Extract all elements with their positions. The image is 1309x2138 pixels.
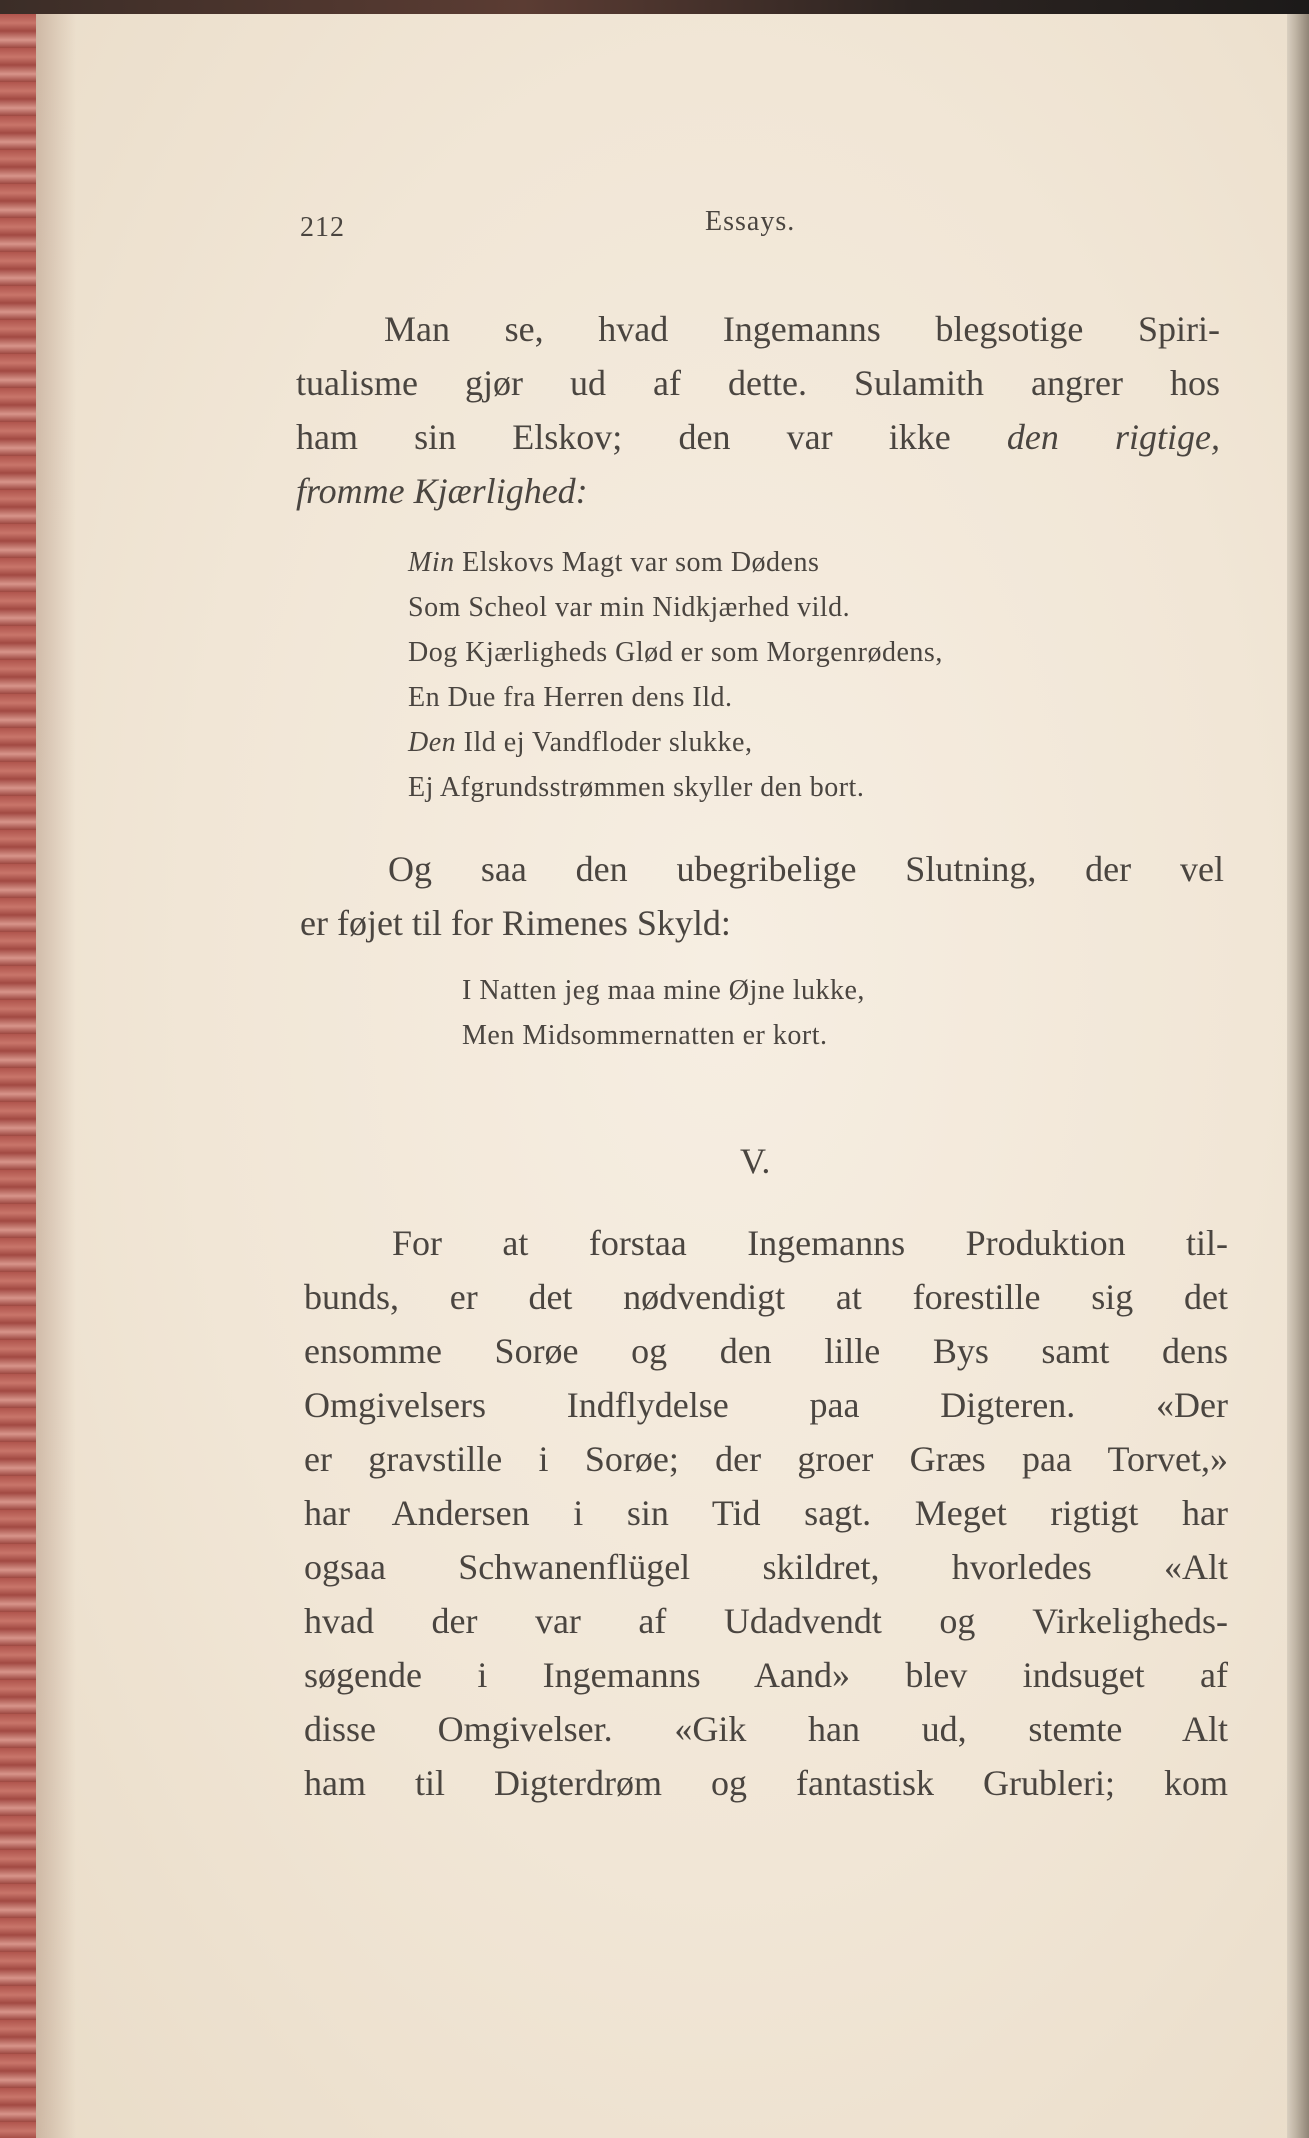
verse-line: I Natten jeg maa mine Øjne lukke,: [462, 975, 865, 1006]
text-line: Og saa den ubegribelige Slutning, der vel: [388, 849, 1224, 889]
text-line: Man se, hvad Ingemanns blegsotige Spiri-: [384, 309, 1220, 349]
text-line: ogsaa Schwanenflügel skildret, hvorledes «Alt: [304, 1547, 1228, 1587]
section-heading: V.: [740, 1141, 771, 1181]
paragraph-conclusion-remark: [300, 842, 1224, 950]
text-line: [296, 410, 1220, 464]
text-line: er føjet til for Rimenes Skyld:: [300, 903, 731, 943]
text-line: Omgivelsers Indflydelse paa Digteren. «Der: [304, 1385, 1228, 1425]
italic-text: fromme Kjærlighed:: [296, 471, 588, 511]
book-spine-edge: [0, 14, 36, 2138]
verse-line: [408, 540, 943, 585]
text-line: søgende i Ingemanns Aand» blev indsuget af: [304, 1655, 1228, 1695]
running-title: Essays.: [705, 206, 796, 237]
verse-line: [408, 585, 943, 630]
text-segment: Dog Kjærligheds Glød er som Morgenrødens,: [408, 637, 943, 668]
text-segment: ham sin Elskov; den var ikke: [296, 417, 1007, 457]
text-line: ham til Digterdrøm og fantastisk Grubleri; kom: [304, 1763, 1228, 1803]
page-number: 212: [300, 212, 345, 243]
verse-quotation-song: [408, 540, 943, 810]
text-line: disse Omgivelser. «Gik han ud, stemte Alt: [304, 1709, 1228, 1749]
page-fore-edge: [1287, 14, 1309, 2138]
verse-line: Men Midsommernatten er kort.: [462, 1020, 828, 1051]
running-head: [300, 206, 820, 252]
text-line: For at forstaa Ingemanns Produktion til-: [392, 1223, 1228, 1263]
verse-line: [408, 630, 943, 675]
paragraph-intro: [296, 302, 1220, 518]
text-segment: Som Scheol var min Nidkjærhed vild.: [408, 592, 851, 623]
text-segment: Ej Afgrundsstrømmen skyller den bort.: [408, 772, 865, 803]
text-line: har Andersen i sin Tid sagt. Meget rigtigt har: [304, 1493, 1228, 1533]
italic-text: Min: [408, 547, 455, 578]
text-line: er gravstille i Sorøe; der groer Græs paa Torvet,»: [304, 1439, 1228, 1479]
paragraph-section-v: [304, 1216, 1228, 1810]
book-top-edge: [0, 0, 1309, 14]
text-segment: Elskovs Magt var som Dødens: [454, 547, 820, 578]
text-line: ensomme Sorøe og den lille Bys samt dens: [304, 1331, 1228, 1371]
verse-line: [408, 765, 943, 810]
text-line: bunds, er det nødvendigt at forestille sig det: [304, 1277, 1228, 1317]
text-segment: Ild ej Vandfloder slukke,: [456, 727, 753, 758]
verse-line: [408, 675, 943, 720]
gutter-shadow: [36, 14, 76, 2138]
verse-quotation-couplet: [462, 968, 865, 1058]
verse-line: [408, 720, 943, 765]
text-line: tualisme gjør ud af dette. Sulamith angrer hos: [296, 363, 1220, 403]
italic-text: Den: [408, 727, 457, 758]
italic-text: den rigtige,: [1006, 417, 1220, 457]
text-segment: En Due fra Herren dens Ild.: [408, 682, 733, 713]
text-line: hvad der var af Udadvendt og Virkeligheds-: [304, 1601, 1228, 1641]
text-line: [296, 464, 1220, 518]
